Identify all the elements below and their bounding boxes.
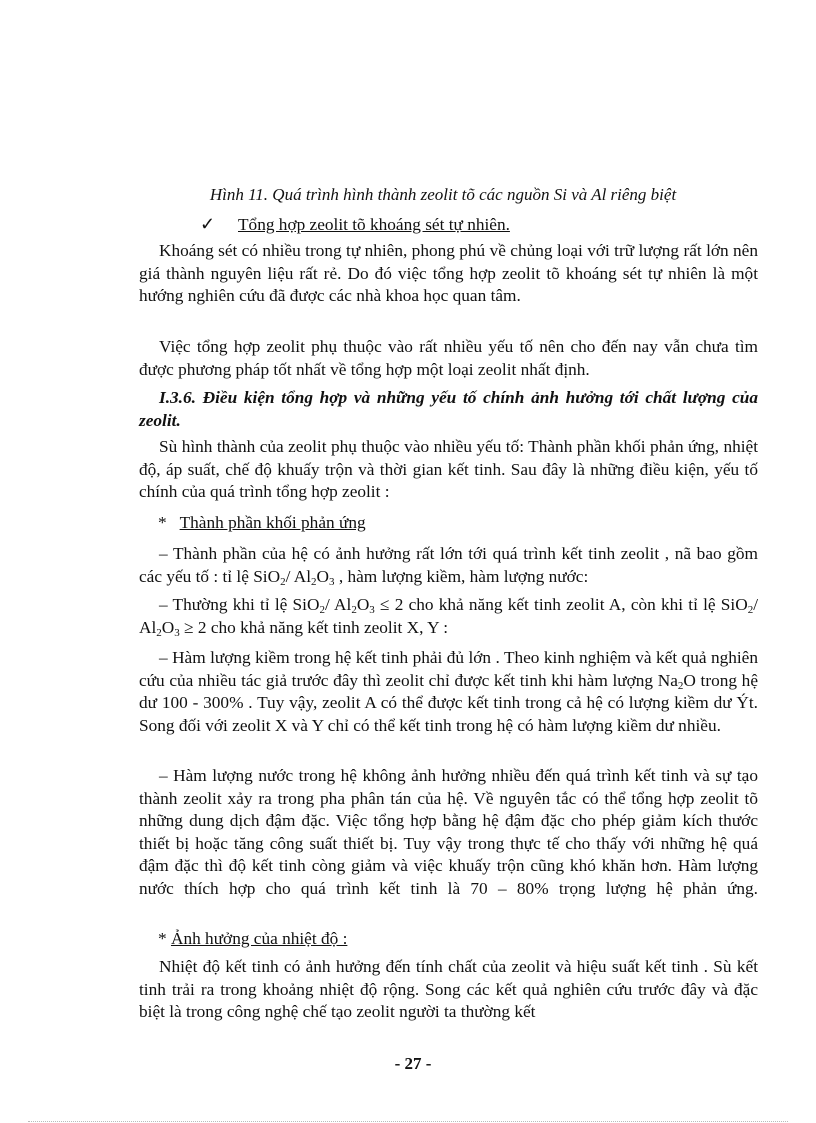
subscript: 3 [329, 575, 335, 588]
text-run: , hàm lượng kiềm, hàm lượng nước: [334, 566, 589, 586]
subheading-reaction-composition [158, 512, 366, 534]
section-heading-1-3-6: I.3.6. Điều kiện tổng hợp và những yếu tố chính ảnh hưởng tới chất lượng của zeolit. [139, 388, 758, 430]
subscript: 2 [677, 679, 684, 692]
text-run: ≤ 2 cho khả năng kết tinh zeolit A, còn khi tỉ lệ SiO [374, 595, 748, 614]
paragraph-composition-ratio [139, 543, 758, 588]
subscript: 2 [156, 626, 162, 639]
paragraph-temperature: Nhiệt độ kết tinh có ảnh hưởng đến tính chất của zeolit và hiệu suất kết tinh . Sù kết tinh trải ra trong khoảng nhiệt độ rộng. Song các kết quả nghiên cứu trước đây và đặc biệt là trong công nghệ chế tạo zeolit người ta thường kết [139, 957, 758, 1022]
subheading-text: Ảnh hưởng của nhiệt độ : [170, 929, 348, 948]
subscript: 3 [174, 626, 180, 639]
paragraph-formation-factors: Sù hình thành của zeolit phụ thuộc vào nhiều yếu tố: Thành phần khối phản ứng, nhiệt độ, áp suất, chế độ khuấy trộn và thời gian kết tinh. Sau đây là những điều kiện, yếu tố chính của quá trình tổng hợp zeolit : [139, 437, 758, 502]
subscript: 2 [351, 604, 357, 616]
asterisk-marker: * [158, 929, 171, 948]
paragraph-alkali-content [139, 647, 758, 737]
text-run: – Hàm lượng kiềm trong hệ kết tinh phải đủ lớn . Theo kinh nghiệm và kết quả nghiên cứu của nhiều tác giả trước đây thì zeolit chỉ được kết tinh khi hàm lượng Na [139, 648, 758, 690]
text-run: O [356, 595, 370, 614]
text-run: / Al [285, 566, 312, 586]
subscript: 2 [311, 575, 317, 588]
text-run: O [161, 617, 175, 637]
checkmark-icon: ✓ [200, 214, 216, 234]
paragraph-synthesis-factors: Việc tổng hợp zeolit phụ thuộc vào rất nhiều yếu tố nên cho đến nay vẫn chưa tìm được phương pháp tốt nhất về tổng hợp một loại zeolit nhất định. [139, 337, 758, 379]
text-run: – Thành phần của hệ có ảnh hưởng rất lớn tới quá trình kết tinh zeolit , nã bao gồm các yếu tố : tỉ lệ SiO [139, 544, 758, 586]
section-title-text: Tổng hợp zeolit tõ khoáng sét tự nhiên. [238, 215, 510, 234]
subheading-temperature-effect [158, 928, 347, 950]
subscript: 2 [747, 604, 754, 616]
paragraph-clay-minerals: Khoáng sét có nhiều trong tự nhiên, phong phú về chủng loại với trữ lượng rất lớn nên giá thành nguyên liệu rất rẻ. Do đó việc tổng hợp zeolit tõ khoáng sét tự nhiên là một hướng nghiên cứu đã được các nhà khoa học quan tâm. [139, 241, 758, 306]
paragraph-ratio-zeolite-types [139, 594, 758, 639]
subscript: 3 [369, 604, 375, 616]
text-run: – Thường khi tỉ lệ SiO [159, 595, 320, 614]
text-run: O [316, 566, 330, 586]
page-number: - 27 - [394, 1054, 432, 1073]
section-title-natural-clay [200, 213, 510, 236]
page-bottom-divider [28, 1121, 788, 1122]
figure-caption: Hình 11. Quá trình hình thành zeolit tõ các nguồn Si và Al riêng biệt [209, 185, 677, 204]
paragraph-water-content: – Hàm lượng nước trong hệ không ảnh hưởng nhiều đến quá trình kết tinh và sự tạo thành zeolit xảy ra trong pha phân tán của hệ. Về nguyên tắc có thể tổng hợp zeolit tõ những dung dịch đậm đặc. Việc tổng hợp bằng hệ đậm đặc cho phép giảm kích thước thiết bị hoặc tăng công suất thiết bị. Tuy vậy trong thực tế cho thấy với những hệ quá đậm đặc thì độ kết tinh còng giảm và việc khuấy trộn cũng khó khăn hơn. Hàm lượng nước thích hợp cho quá trình kết tinh là 70 – 80% trọng lượng hệ phản ứng. [139, 766, 758, 898]
text-run: O trong hệ dư 100 - 300% . Tuy vậy, zeolit A có thể được kết tinh trong cả hệ có lượng kiềm dư Ýt. Song đối với zeolit X và Y chỉ có thể kết tinh trong hệ có hàm lượng kiềm dư nhiều. [139, 670, 758, 735]
asterisk-marker: * [158, 513, 167, 532]
subscript: 2 [280, 575, 286, 588]
text-run: ≥ 2 cho khả năng kết tinh zeolit X, Y : [179, 617, 449, 637]
subheading-text: Thành phần khối phản ứng [179, 513, 366, 532]
text-run: / Al [139, 595, 758, 637]
text-run: / Al [324, 595, 352, 614]
subscript: 2 [319, 604, 325, 616]
